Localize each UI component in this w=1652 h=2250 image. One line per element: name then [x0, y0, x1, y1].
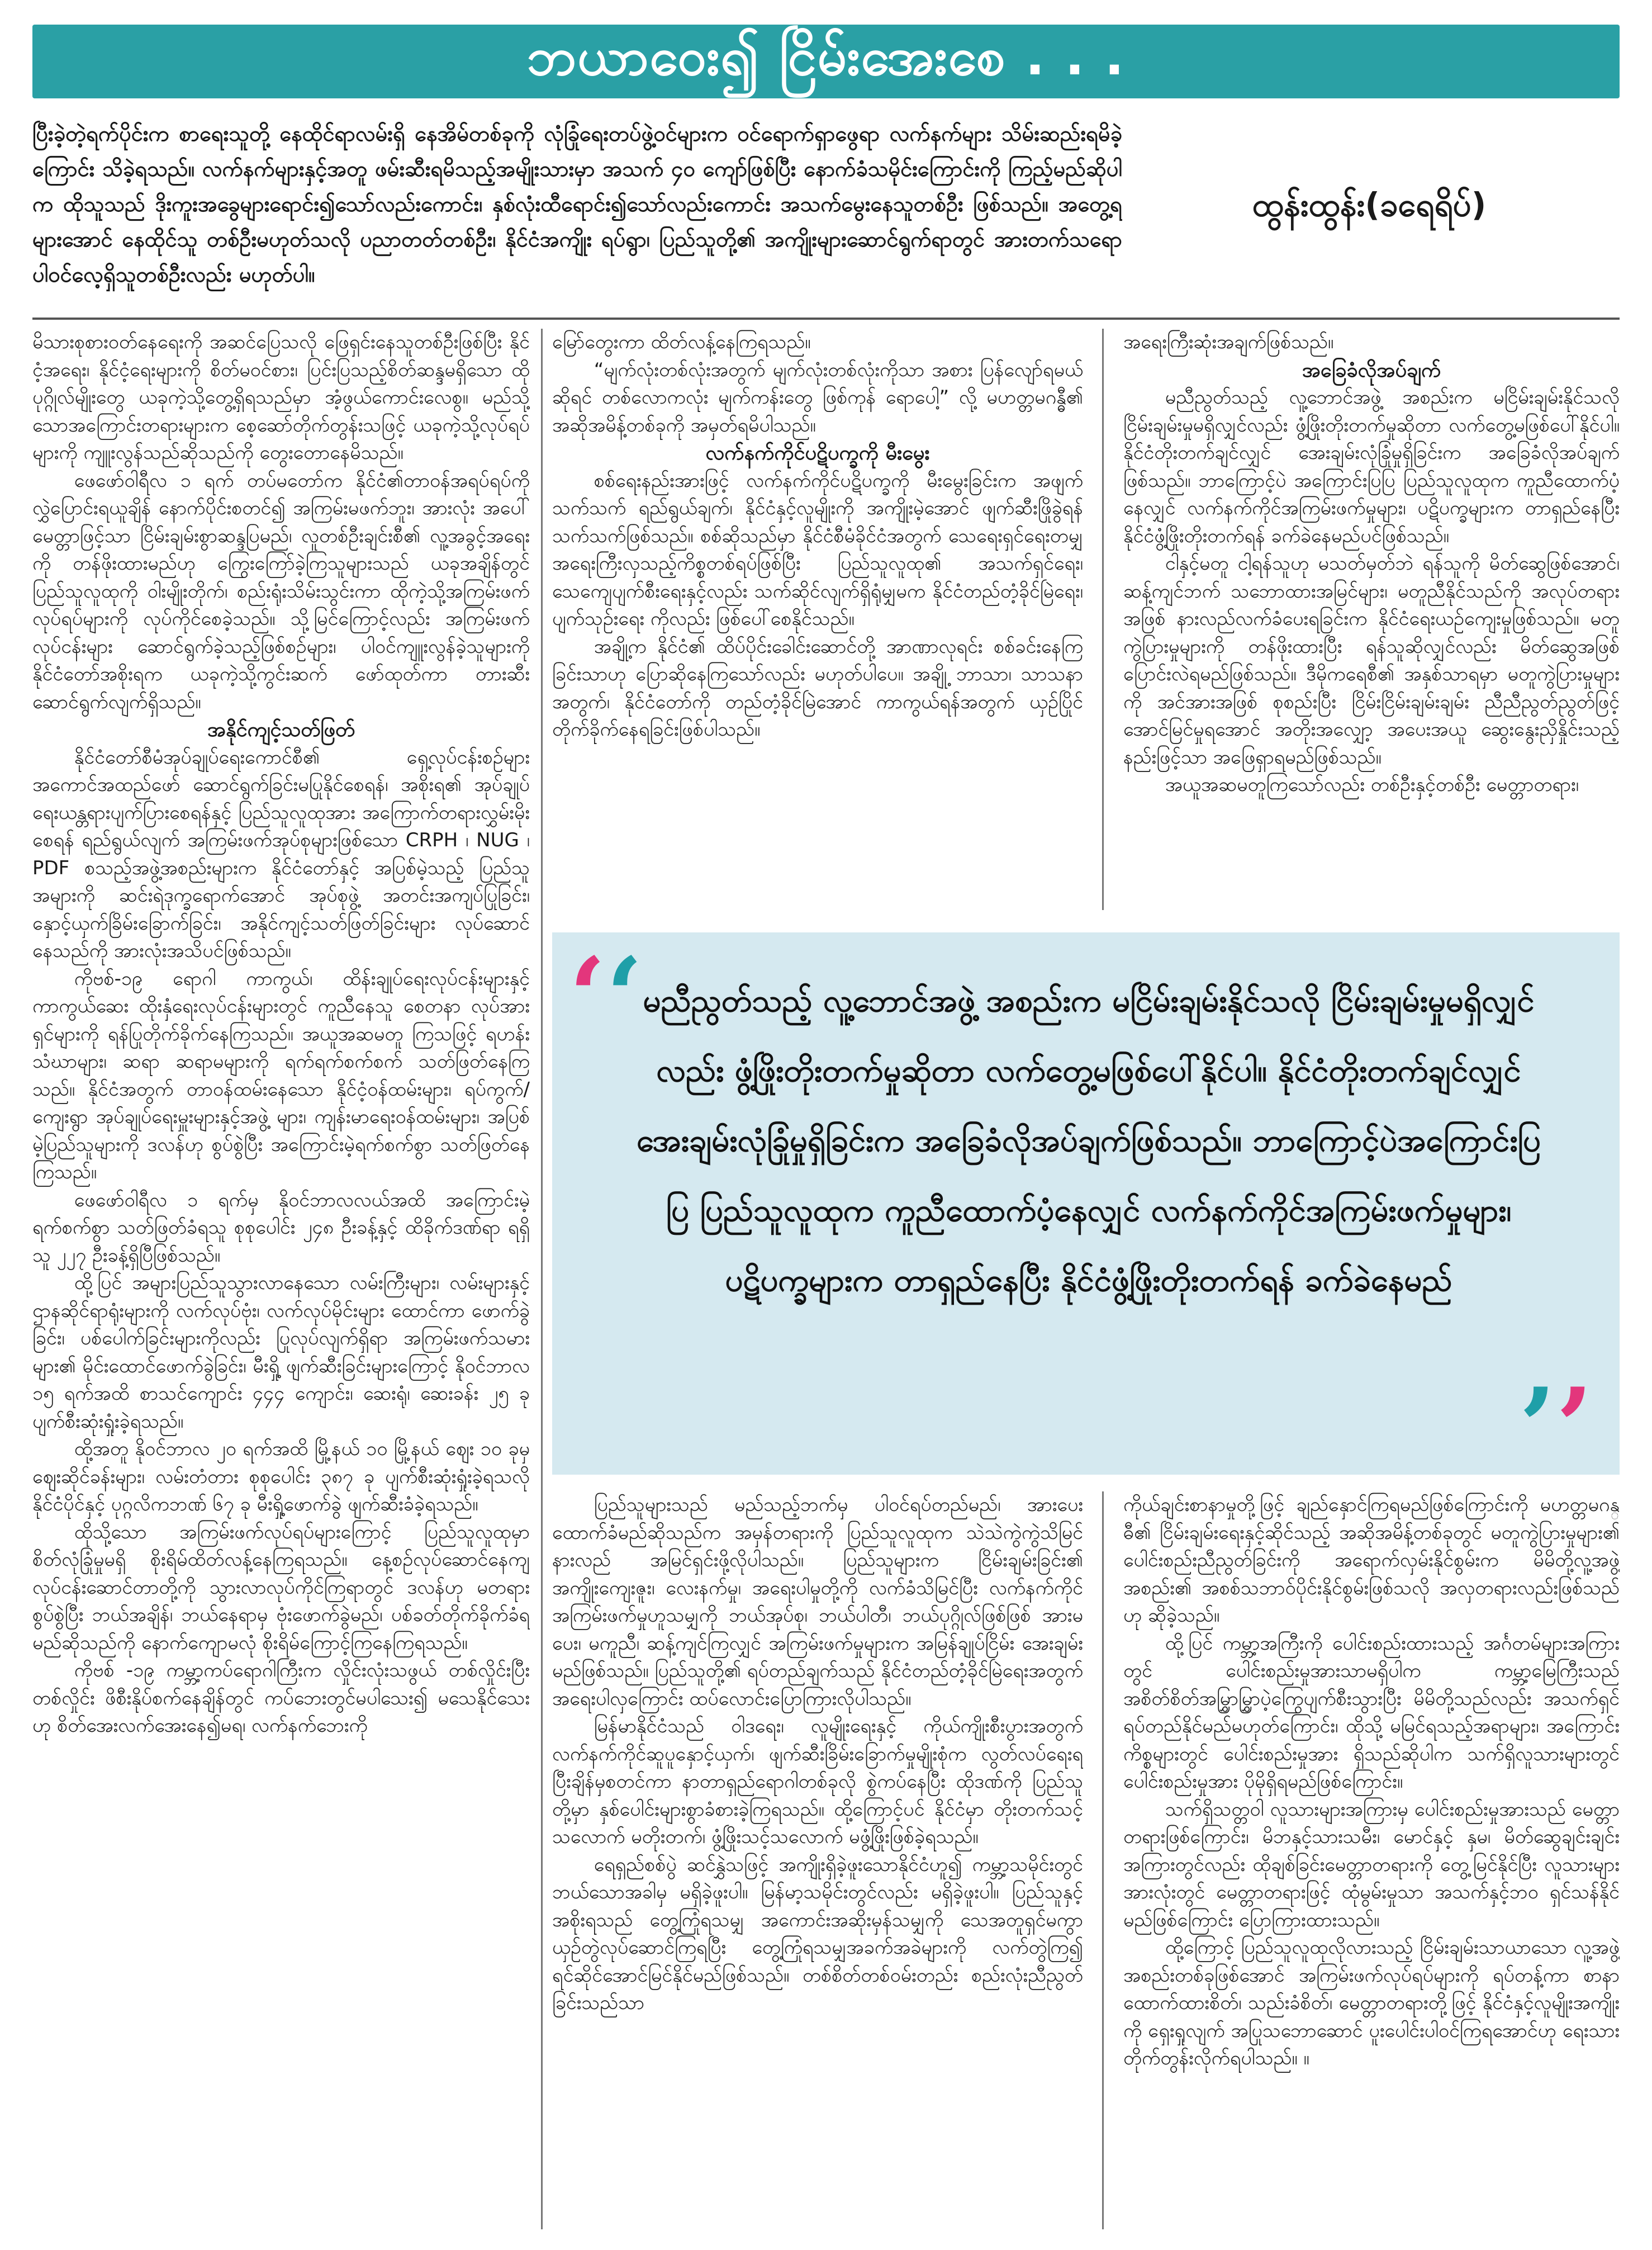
paragraph: မညီညွတ်သည့် လူ့ဘောင်အဖွဲ့ အစည်းက မငြိမ်းချမ်းနိုင်သလို ငြိမ်းချမ်းမှုမရှိလျှင်လည်း ဖွံ့ဖြိုးတိုးတက်မှုဆိုတာ လက်တွေ့မဖြစ်ပေါ်နိုင်ပါ။ နိုင်ငံတိုးတက်ချင်လျှင် အေးချမ်းလုံခြုံမှုရှိခြင်းက အခြေခံလိုအပ်ချက်ဖြစ်သည်။ ဘာကြောင့်ပဲ အကြောင်းပြပြ ပြည်သူလူထုက ကူညီထောက်ပံ့နေလျှင် လက်နက်ကိုင်အကြမ်းဖက်မှုများ၊ ပဋိပက္ခများက တာရှည်နေပြီး နိုင်ငံဖွံ့ဖြိုးတိုးတက်ရန် ခက်ခဲနေမည်ပင်ဖြစ်သည်။: [1123, 386, 1620, 547]
column-divider-2-bottom: [1102, 1491, 1104, 2229]
byline: ထွန်းထွန်း(ခရေရိပ်): [1252, 186, 1487, 224]
column-divider-1: [541, 329, 543, 2229]
paragraph: မြန်မာနိုင်ငံသည် ဝါဒရေး၊ လူမျိုးရေးနှင့် ကိုယ်ကျိုးစီးပွားအတွက် လက်နက်ကိုင်ဆူပူနှောင့်ယှက်၊ ဖျက်ဆီးခြိမ်းခြောက်မှုမျိုးစုံက လွတ်လပ်ရေးရပြီးချိန်မှစတင်ကာ နာတာရှည်ရောဂါတစ်ခုလို စွဲကပ်နေပြီး ထိုဒဏ်ကို ပြည်သူတို့မှာ နှစ်ပေါင်းများစွာခံစားခဲ့ကြရသည်။ ထို့ကြောင့်ပင် နိုင်ငံမှာ တိုးတက်သင့်သလောက် မတိုးတက်၊ ဖွံ့ဖြိုးသင့်သလောက် မဖွံ့ဖြိုးဖြစ်ခဲ့ရသည်။: [552, 1715, 1083, 1848]
header-rule: [32, 318, 1620, 320]
paragraph: ထို့အတူ နိုဝင်ဘာလ ၂၀ ရက်အထိ မြို့နယ် ၁၀ မြို့နယ် ဈေး ၁၀ ခုမှ ဈေးဆိုင်ခန်းများ၊ လမ်းတံတား စုစုပေါင်း ၃၈၇ ခု ပျက်စီးဆုံးရှုံးခဲ့ရသလို နိုင်ငံပိုင်နှင့် ပုဂ္ဂလိကဘဏ် ၆၇ ခု မီးရှို့ဖောက်ခွဲ ဖျက်ဆီးခံခဲ့ရသည်။: [32, 1438, 530, 1515]
open-quote-icon: ‘‘: [569, 934, 643, 1059]
paragraph: ထို့ကြောင့် ပြည်သူလူထုလိုလားသည့် ငြိမ်းချမ်းသာယာသော လူ့အဖွဲ့ အစည်းတစ်ခုဖြစ်အောင် အကြမ်းဖက်လုပ်ရပ်များကို ရပ်တန့်ကာ စာနာထောက်ထားစိတ်၊ သည်းခံစိတ်၊ မေတ္တာတရားတို့ဖြင့် နိုင်ငံနှင့်လူမျိုးအကျိုးကို ရှေးရှုလျက် အပြုသဘောဆောင် ပူးပေါင်းပါဝင်ကြရအောင်ဟု ရေးသားတိုက်တွန်းလိုက်ရပါသည်။ ။: [1123, 1936, 1620, 2069]
paragraph: အချို့က နိုင်ငံ၏ ထိပ်ပိုင်းခေါင်းဆောင်တို့ အာဏာလုရင်း စစ်ခင်းနေကြခြင်းသာဟု ပြောဆိုနေကြသော်လည်း မဟုတ်ပါပေ။ အချို့ ဘာသာ၊ သာသနာအတွက်၊ နိုင်ငံတော်ကို တည်တံ့ခိုင်မြဲအောင် ကာကွယ်ရန်အတွက် ယှဉ်ပြိုင်တိုက်ခိုက်နေရခြင်းဖြစ်ပါသည်။: [552, 635, 1083, 741]
paragraph: မိသားစုစားဝတ်နေရေးကို အဆင်ပြေသလို ဖြေရှင်းနေသူတစ်ဦးဖြစ်ပြီး နိုင်ငံ့အရေး၊ နိုင်ငံ့ရေးများကို စိတ်မဝင်စား၊ ပြင်းပြသည့်စိတ်ဆန္ဒမရှိသော ထိုပုဂ္ဂိုလ်မျိုးတွေ ယခုကဲ့သို့တွေ့ရှိရသည်မှာ အံ့ဖွယ်ကောင်းလေစွ။ မည်သို့သောအကြောင်းတရားများက စေ့ဆော်တိုက်တွန်းသဖြင့် ယခုကဲ့သို့လုပ်ရပ်များကို ကျူးလွန်သည်ဆိုသည်ကို တွေးတောနေမိသည်။: [32, 331, 530, 464]
paragraph: အရေးကြီးဆုံးအချက်ဖြစ်သည်။: [1123, 331, 1334, 353]
paragraph: ဖေဖော်ဝါရီလ ၁ ရက်မှ နိုဝင်ဘာလလယ်အထိ အကြောင်းမဲ့ ရက်စက်စွာ သတ်ဖြတ်ခံရသူ စုစုပေါင်း ၂၄၈ ဦးခန့်နှင့် ထိခိုက်ဒဏ်ရာ ရရှိသူ ၂၂၇ ဦးခန့်ရှိပြီဖြစ်သည်။: [32, 1188, 530, 1267]
paragraph: ငါနှင့်မတူ ငါ့ရန်သူဟု မသတ်မှတ်ဘဲ ရန်သူကို မိတ်ဆွေဖြစ်အောင်၊ ဆန့်ကျင်ဘက် သဘောထားအမြင်များ၊ မတူညီနိုင်သည်ကို အလုပ်တရားအဖြစ် နားလည်လက်ခံပေးရခြင်းက နိုင်ငံရေးယဉ်ကျေးမှုဖြစ်သည်။ မတူကွဲပြားမှုများကို တန်ဖိုးထားပြီး ရန်သူဆိုလျှင်လည်း မိတ်ဆွေအဖြစ် ပြောင်းလဲရမည်ဖြစ်သည်။ ဒီမိုကရေစီ၏ အနှစ်သာရမှာ မတူကွဲပြားမှုများကို အင်အားအဖြစ် စုစည်းပြီး ငြိမ်းငြိမ်းချမ်းချမ်း ညီညီညွတ်ညွတ်ဖြင့် အောင်မြင်မှုရအောင် အတိုးအလျှော့ အပေးအယူ ဆွေးနွေးညှိနှိုင်းသည့် နည်းဖြင့်သာ အဖြေရှာရမည်ဖြစ်သည်။: [1123, 552, 1620, 769]
column-2-top: [552, 329, 1083, 910]
paragraph: အယူအဆမတူကြသော်လည်း တစ်ဦးနှင့်တစ်ဦး မေတ္တာတရား၊: [1165, 774, 1579, 796]
paragraph: စစ်ရေးနည်းအားဖြင့် လက်နက်ကိုင်ပဋိပက္ခကို မီးမွေးခြင်းက အဖျက်သက်သက် ရည်ရွယ်ချက်၊ နိုင်ငံနှင့်လူမျိုးကို အကျိုးမဲ့အောင် ဖျက်ဆီးဖြိုခွဲရန်သက်သက်ဖြစ်သည်။ စစ်ဆိုသည်မှာ နိုင်ငံစီမံခိုင်ငံအတွက် သေရေးရှင်ရေးတမျှ အရေးကြီးလှသည့်ကိစ္စတစ်ရပ်ဖြစ်ပြီး ပြည်သူလူထု၏ အသက်ရှင်ရေး၊ သေကျေပျက်စီးရေးနှင့်လည်း သက်ဆိုင်လျက်ရှိရုံမျှမက နိုင်ငံတည်တံ့ခိုင်မြဲရေး၊ ပျက်သုဉ်းရေး ကိုလည်း ဖြစ်ပေါ်စေနိုင်သည်။: [552, 469, 1083, 630]
paragraph: နိုင်ငံတော်စီမံအုပ်ချုပ်ရေးကောင်စီ၏ ရှေ့လုပ်ငန်းစဉ်များ အကောင်အထည်ဖော် ဆောင်ရွက်ခြင်းမပြုနိုင်စေရန်၊ အစိုးရ၏ အုပ်ချုပ်ရေးယန္တရားပျက်ပြားစေရန်နှင့် ပြည်သူလူထုအား အကြောက်တရားလွှမ်းမိုးစေရန် ရည်ရွယ်လျက် အကြမ်းဖက်အုပ်စုများဖြစ်သော CRPH ၊ NUG ၊ PDF စသည့်အဖွဲ့အစည်းများက နိုင်ငံတော်နှင့် အပြစ်မဲ့သည့် ပြည်သူအများကို ဆင်းရဲဒုက္ခရောက်အောင် အုပ်စုဖွဲ့ အတင်းအကျပ်ပြုခြင်း၊ နှောင့်ယှက်ခြိမ်းခြောက်ခြင်း၊ အနိုင်ကျင့်သတ်ဖြတ်ခြင်းများ လုပ်ဆောင်နေသည်ကို အားလုံးအသိပင်ဖြစ်သည်။: [32, 746, 530, 962]
subheading: လက်နက်ကိုင်ပဋိပက္ခကို မီးမွေး: [705, 442, 930, 465]
paragraph: ကိုယ်ချင်းစာနာမှုတို့ဖြင့် ချည်နှောင်ကြရမည်ဖြစ်ကြောင်းကို မဟတ္တမဂန္ဓီ၏ ငြိမ်းချမ်းရေးနှင့်ဆိုင်သည့် အဆိုအမိန့်တစ်ခုတွင် မတူကွဲပြားမှုများ၏ ပေါင်းစည်းညီညွတ်ခြင်းကို အရောက်လှမ်းနိုင်စွမ်းက မိမိတို့လူ့အဖွဲ့ အစည်း၏ အစစ်သဘာဝ်ပိုင်းနိုင်စွမ်းဖြစ်သလို အလှတရားလည်းဖြစ်သည်ဟု ဆိုခဲ့သည်။: [1123, 1494, 1620, 1627]
column-1: [32, 329, 530, 2229]
column-2-bottom: [552, 1491, 1083, 2229]
paragraph: သက်ရှိသတ္တဝါ လူသားများအကြားမှ ပေါင်းစည်းမှုအားသည် မေတ္တာတရားဖြစ်ကြောင်း၊ မိဘနှင့်သားသမီး၊ မောင်နှင့် နှမ၊ မိတ်ဆွေချင်းချင်းအကြားတွင်လည်း ထိုချစ်ခြင်းမေတ္တာတရားကို တွေ့မြင်နိုင်ပြီး လူသားများအားလုံးတွင် မေတ္တာတရားဖြင့် ထုံမွမ်းမှုသာ အသက်နှင့်ဘဝ ရှင်သန်နိုင်မည်ဖြစ်ကြောင်း ပြောကြားထားသည်။: [1123, 1798, 1620, 1931]
paragraph: ကိုဗစ်-၁၉ ရောဂါ ကာကွယ်၊ ထိန်းချုပ်ရေးလုပ်ငန်းများနှင့် ကာကွယ်ဆေး ထိုးနှံရေးလုပ်ငန်းများတွင် ကူညီနေသူ စေတနာ လုပ်အားရှင်များကို ရန်ပြုတိုက်ခိုက်နေကြသည်။ အယူအဆမတူ ကြသဖြင့် ရဟန်း သံဃာများ၊ ဆရာ ဆရာမများကို ရက်ရက်စက်စက် သတ်ဖြတ်နေကြသည်။ နိုင်ငံအတွက် တာဝန်ထမ်းနေသော နိုင်ငံ့ဝန်ထမ်းများ၊ ရပ်ကွက်/ကျေးရွာ အုပ်ချုပ်ရေးမှူးများနှင့်အဖွဲ့ များ၊ ကျန်းမာရေးဝန်ထမ်းများ၊ အပြစ်မဲ့ပြည်သူများကို ဒလန်ဟု စွပ်စွဲပြီး အကြောင်းမဲ့ရက်စက်စွာ သတ်ဖြတ်နေကြသည်။: [32, 967, 530, 1183]
pull-quote-text: မညီညွတ်သည့် လူ့ဘောင်အဖွဲ့ အစည်းက မငြိမ်းချမ်းနိုင်သလို ငြိမ်းချမ်းမှုမရှိလျှင်လည်း ဖွံ့ဖြိုးတိုးတက်မှုဆိုတာ လက်တွေ့မဖြစ်ပေါ်နိုင်ပါ။ နိုင်ငံတိုးတက်ချင်လျှင် အေးချမ်းလုံခြုံမှုရှိခြင်းက အခြေခံလိုအပ်ချက်ဖြစ်သည်။ ဘာကြောင့်ပဲအကြောင်းပြပြ ပြည်သူလူထုက ကူညီထောက်ပံ့နေလျှင် လက်နက်ကိုင်အကြမ်းဖက်မှုများ၊ ပဋိပက္ခများက တာရှည်နေပြီး နိုင်ငံဖွံ့ဖြိုးတိုးတက်ရန် ခက်ခဲနေမည်: [637, 983, 1541, 1299]
paragraph: ကိုဗစ် -၁၉ ကမ္ဘာ့ကပ်ရောဂါကြီးက လှိုင်းလုံးသဖွယ် တစ်လှိုင်းပြီးတစ်လှိုင်း ဖိစီးနိုပ်စက်နေချိန်တွင် ကပ်ဘေးတွင်မပါသေး၍ မသေနိုင်သေးဟု စိတ်အေးလက်အေးနေ၍မရ၊ လက်နက်ဘေးကို: [32, 1659, 530, 1737]
subheading: အနိုင်ကျင့်သတ်ဖြတ်: [207, 718, 355, 741]
column-3-top: [1123, 329, 1620, 910]
paragraph: ထို့ပြင် အများပြည်သူသွားလာနေသော လမ်းကြီးများ၊ လမ်းများနှင့် ဌာနဆိုင်ရာရုံးများကို လက်လုပ်ဗုံး၊ လက်လုပ်မိုင်းများ ထောင်ကာ ဖောက်ခွဲခြင်း၊ ပစ်ပေါက်ခြင်းများကိုလည်း ပြုလုပ်လျက်ရှိရာ အကြမ်းဖက်သမားများ၏ မိုင်းထောင်ဖောက်ခွဲခြင်း၊ မီးရှို့ ဖျက်ဆီးခြင်းများကြောင့် နိုဝင်ဘာလ ၁၅ ရက်အထိ စာသင်ကျောင်း ၄၄၄ ကျောင်း၊ ဆေးရုံ၊ ဆေးခန်း ၂၅ ခု ပျက်စီးဆုံးရှုံးခဲ့ရသည်။: [32, 1272, 530, 1433]
paragraph: “မျက်လုံးတစ်လုံးအတွက် မျက်လုံးတစ်လုံးကိုသာ အစား ပြန်လျော်ရမယ်ဆိုရင် တစ်လောကလုံး မျက်ကန်းတွေ ဖြစ်ကုန် ရောပေါ့” လို့ မဟတ္တမဂန္ဓီ၏ အဆိုအမိန့်တစ်ခုကို အမှတ်ရမိပါသည်။: [552, 358, 1083, 437]
paragraph: ထို့ပြင် ကမ္ဘာ့အကြီးကို ပေါင်းစည်းထားသည့် အင်္ဂတမ်များအကြားတွင် ပေါင်းစည်းမှုအားသာမရှိပါက ကမ္ဘာ့မြေကြီးသည် အစိတ်စိတ်အမြွှာမြွှာပဲ့ကြွေပျက်စီးသွားပြီး မိမိတို့သည်လည်း အသက်ရှင်ရပ်တည်နိုင်မည်မဟုတ်ကြောင်း၊ ထိုသို့ မမြင်ရသည့်အရာများ၊ အကြောင်းကိစ္စများတွင် ပေါင်းစည်းမှုအား ရှိသည်ဆိုပါက သက်ရှိလူသားများတွင် ပေါင်းစည်းမှုအား ပိုမိုရှိရမည်ဖြစ်ကြောင်း။: [1123, 1632, 1620, 1793]
paragraph: ဖေဖော်ဝါရီလ ၁ ရက် တပ်မတော်က နိုင်ငံ၏တာဝန်အရပ်ရပ်ကို လွှဲပြောင်းရယူချိန် နောက်ပိုင်းစတင်၍ အကြမ်းမဖက်ဘူး၊ အားလုံး အပေါ်မေတ္တာဖြင့်သာ ငြိမ်းချမ်းစွာဆန္ဒပြမည်၊ လူတစ်ဦးချင်းစီ၏ လူ့အခွင့်အရေးကို တန်ဖိုးထားမည်ဟု ကြွေးကြော်ခဲ့ကြသူများသည် ယခုအချိန်တွင် ပြည်သူလူထုကို ဝါးမျိုးတိုက်၊ စည်းရုံးသိမ်းသွင်းကာ ထိုကဲ့သို့အကြမ်းဖက်လုပ်ရပ်များကို လုပ်ကိုင်စေခဲ့သည်။ သို့မြင်ကြောင့်လည်း အကြမ်းဖက်လုပ်ငန်းများ ဆောင်ရွက်ခဲ့သည့်ဖြစ်စဉ်များ၊ ပါဝင်ကျူးလွန်ခဲ့သူများကို နိုင်ငံတော်အစိုးရက ယခုကဲ့သို့ကွင်းဆက် ဖော်ထုတ်ကာ တားဆီးဆောင်ရွက်လျက်ရှိသည်။: [32, 469, 530, 713]
subheading: အခြေခံလိုအပ်ချက်: [1302, 358, 1441, 382]
column-3-bottom: [1123, 1491, 1620, 2229]
pull-quote: [552, 932, 1620, 1489]
headline: ဘယာဝေး၍ ငြိမ်းအေးစေ . . .: [526, 27, 1126, 87]
paragraph: ရေရှည်စစ်ပွဲ ဆင်နွှဲသဖြင့် အကျိုးရှိခဲ့ဖူးသောနိုင်ငံဟူ၍ ကမ္ဘာ့သမိုင်းတွင် ဘယ်သောအခါမှ မရှိခဲ့ဖူးပါ။ မြန်မာ့သမိုင်းတွင်လည်း မရှိခဲ့ဖူးပါ။ ပြည်သူနှင့်အစိုးရသည် တွေ့ကြုံရသမျှ အကောင်းအဆိုးမှန်သမျှကို သေအတူရှင်မကွာ ယှဉ်တွဲလုပ်ဆောင်ကြရပြီး တွေ့ကြုံရသမျှအခက်အခဲများကို လက်တွဲကြ၍ ရင်ဆိုင်အောင်မြင်နိုင်မည်ဖြစ်သည်။ တစ်စိတ်တစ်ဝမ်းတည်း စည်းလုံးညီညွတ်ခြင်းသည်သာ: [552, 1853, 1083, 2014]
paragraph: မြော်တွေးကာ ထိတ်လန့်နေကြရသည်။: [552, 331, 811, 353]
lede-paragraph: ပြီးခဲ့တဲ့ရက်ပိုင်းက စာရေးသူတို့ နေထိုင်ရာလမ်းရှိ နေအိမ်တစ်ခုကို လုံခြုံရေးတပ်ဖွဲ့ဝင်များက ဝင်ရောက်ရှာဖွေရာ လက်နက်များ သိမ်းဆည်းရမိခဲ့ကြောင်း သိခဲ့ရသည်။ လက်နက်များနှင့်အတူ ဖမ်းဆီးရမိသည့်အမျိုးသားမှာ အသက် ၄၀ ကျော်ဖြစ်ပြီး နောက်ခံသမိုင်းကြောင်းကို ကြည့်မည်ဆိုပါက ထိုသူသည် ဒိုးကူးအခွေများရောင်း၍သော်လည်းကောင်း၊ နှစ်လုံးထီရောင်း၍သော်လည်းကောင်း အသက်မွေးနေသူတစ်ဦး ဖြစ်သည်။ အတွေ့ရများအောင် နေထိုင်သူ တစ်ဦးမဟုတ်သလို ပညာတတ်တစ်ဦး၊ နိုင်ငံအကျိုး ရပ်ရွာ၊ ပြည်သူတို့၏ အကျိုးများဆောင်ရွက်ရာတွင် အားတက်သရော ပါဝင်လေ့ရှိသူတစ်ဦးလည်း မဟုတ်ပါ။: [32, 121, 1122, 287]
close-quote-icon: ’’: [1519, 1365, 1593, 1489]
column-divider-2-top: [1102, 329, 1104, 910]
headline-banner: [32, 25, 1620, 98]
paragraph: ထိုသို့သော အကြမ်းဖက်လုပ်ရပ်များကြောင့် ပြည်သူလူထုမှာ စိတ်လုံခြုံမှုမရှိ စိုးရိမ်ထိတ်လန့်နေကြရသည်။ နေ့စဉ်လုပ်ဆောင်နေကျ လုပ်ငန်းဆောင်တာတို့ကို သွားလာလုပ်ကိုင်ကြရာတွင် ဒလန်ဟု မတရားစွပ်စွဲပြီး ဘယ်အချိန်၊ ဘယ်နေရာမှ ဗုံးဖောက်ခွဲမည်၊ ပစ်ခတ်တိုက်ခိုက်ခံရမည်ဆိုသည်ကို နောက်ကျောမလုံ စိုးရိမ်ကြောင့်ကြနေကြရသည်။: [32, 1520, 530, 1654]
paragraph: ပြည်သူများသည် မည်သည့်ဘက်မှ ပါဝင်ရပ်တည်မည်၊ အားပေး ထောက်ခံမည်ဆိုသည်က အမှန်တရားကို ပြည်သူလူထုက သဲသဲကွဲကွဲသိမြင်နားလည် အမြင်ရှင်းဖို့လိုပါသည်။ ပြည်သူများက ငြိမ်းချမ်းခြင်း၏ အကျိုးကျေးဇူး၊ လေးနက်မှု၊ အရေးပါမှုတို့ကို လက်ခံသိမြင်ပြီး လက်နက်ကိုင် အကြမ်းဖက်မှုဟူသမျှကို ဘယ်အုပ်စု၊ ဘယ်ပါတီ၊ ဘယ်ပုဂ္ဂိုလ်ဖြစ်ဖြစ် အားမပေး၊ မကူညီ၊ ဆန့်ကျင်ကြလျှင် အကြမ်းဖက်မှုများက အမြန်ချုပ်ငြိမ်း အေးချမ်းမည်ဖြစ်သည်။ ပြည်သူတို့၏ ရပ်တည်ချက်သည် နိုင်ငံတည်တံ့ခိုင်မြဲရေးအတွက် အရေးပါလှကြောင်း ထပ်လောင်းပြောကြားလိုပါသည်။: [552, 1494, 1083, 1710]
